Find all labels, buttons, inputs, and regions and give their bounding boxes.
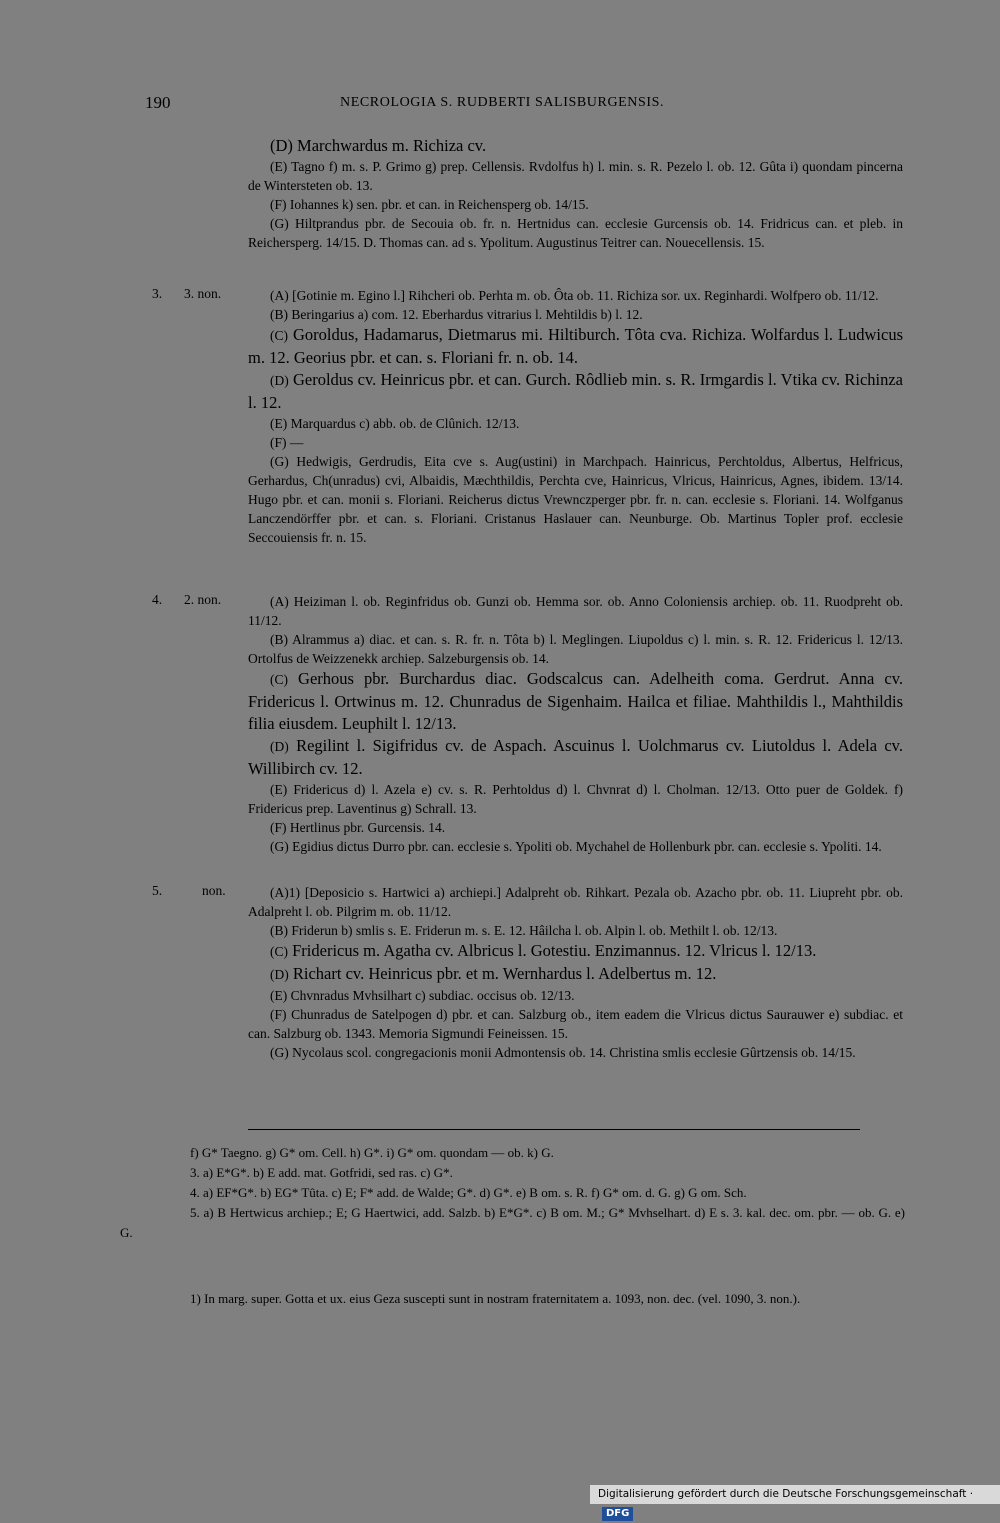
- day-number: 4.: [152, 592, 163, 607]
- apparatus-footnotes: [120, 1143, 905, 1243]
- dfg-logo: DFG: [602, 1507, 633, 1521]
- entry-4-C: (C) Gerhous pbr. Burchardus diac. Godscalcus can. Adelheith coma. Gerdrut. Anna cv. Fridericus l. Ortwinus m. 12. Chunradus de Sigenhaim. Hailca et filiae. Mahthildis l., Mahthildis filia eiusdem. Leuphilt l. 12/13.: [248, 669, 904, 733]
- day-nones: non.: [202, 883, 226, 898]
- entry-4-F: (F) Hertlinus pbr. Gurcensis. 14.: [270, 820, 446, 835]
- running-title: NECROLOGIA S. RUDBERTI SALISBURGENSIS.: [340, 95, 665, 110]
- entry-3-C: (C) Goroldus, Hadamarus, Dietmarus mi. Hiltiburch. Tôta cva. Richiza. Wolfardus l. Ludwicus m. 12. Georius pbr. et can. s. Floriani fr. n. ob. 14.: [248, 325, 904, 367]
- entry-3-B: (B) Beringarius a) com. 12. Eberhardus vitrarius l. Mehtildis b) l. 12.: [270, 307, 643, 322]
- footnote-divider: [248, 1129, 860, 1130]
- entry-3-G: (G) Hedwigis, Gerdrudis, Eita cve s. Aug(ustini) in Marchpach. Hainricus, Perchtoldus, Albertus, Helfricus, Gerhardus, Ch(unradus) cvi, Albaidis, Mæchthildis, Perchta cve, Hainricus, Vlricus, Hainricus, Agnes, ibidem. 13/14. Hugo pbr. et can. monii s. Floriani. Reicherus dictus Vrewnczperger pbr. fr. n. can. ecclesie s. Floriani. 14. Wolfganus Lanczendörffer pbr. et can. s. Floriani. Cristanus Haslauer can. Neunburge. Ob. Martinus Topler prof. ecclesie Seccouiensis fr. n. 15.: [248, 454, 903, 545]
- page-header: [145, 93, 905, 117]
- footer-text: Digitalisierung gefördert durch die Deutsche Forschungsgemeinschaft ·: [598, 1488, 974, 1500]
- footnote-line: 5. a) B Hertwicus archiep.; E; G Haertwici, add. Salzb. b) E*G*. c) B om. M.; G* Mvhselhart. d) E s. 3. kal. dec. om. pbr. — ob. G. e) G.: [120, 1205, 905, 1240]
- entry-4-G: (G) Egidius dictus Durro pbr. can. ecclesie s. Ypoliti ob. Mychahel de Hollenburk pbr. can. ecclesie s. Ypoliti. 14.: [270, 839, 882, 854]
- entry-2-E: (E) Tagno f) m. s. P. Grimo g) prep. Cellensis. Rvdolfus h) l. min. s. R. Pezelo l. ob. 12. Gûta i) quondam pincerna de Wintersteten ob. 13.: [248, 159, 903, 193]
- entry-3-A: (A) [Gotinie m. Egino l.] Rihcheri ob. Perhta m. ob. Ôta ob. 11. Richiza sor. ux. Reginhardi. Wolfpero ob. 11/12.: [270, 288, 879, 303]
- entry-2-G: (G) Hiltprandus pbr. de Secouia ob. fr. n. Hertnidus can. ecclesie Gurcensis ob. 14. Fridricus can. et pleb. in Reichersperg. 14/15. D. Thomas can. ad s. Ypolitum. Augustinus Teitrer can. Nouecellensis. 15.: [248, 216, 903, 250]
- digitization-footer: [590, 1485, 1000, 1519]
- entry-2-D: (D) Marchwardus m. Richiza cv.: [270, 136, 487, 155]
- day-nones: 3. non.: [184, 286, 222, 301]
- entry-2-F: (F) Iohannes k) sen. pbr. et can. in Reichensperg ob. 14/15.: [270, 197, 589, 212]
- entry-5-F: (F) Chunradus de Satelpogen d) pbr. et can. Salzburg ob., item eadem die Vlricus dictus Saurauwer e) subdiac. et can. Salzburg ob. 1343. Memoria Sigmundi Feineissen. 15.: [248, 1007, 903, 1041]
- day-5-entries: [248, 883, 903, 1062]
- entry-4-B: (B) Alrammus a) diac. et can. s. R. fr. n. Tôta b) l. Meglingen. Liupoldus c) l. min. s. R. 12. Fridericus l. 12/13. Ortolfus de Weizzenekk archiep. Salzeburgensis ob. 14.: [248, 632, 903, 666]
- day-2-continuation: [248, 135, 903, 252]
- footnote-line: 4. a) EF*G*. b) EG* Tûta. c) E; F* add. de Walde; G*. d) G*. e) B om. s. R. f) G* om. d. G. g) G om. Sch.: [190, 1185, 747, 1200]
- marginal-footnote: [120, 1289, 905, 1309]
- entry-4-E: (E) Fridericus d) l. Azela e) cv. s. R. Perhtoldus d) l. Chvnrat d) l. Cholman. 12/13. Otto puer de Goldek. f) Fridericus prep. Laventinus g) Schrall. 13.: [248, 782, 904, 816]
- entry-5-G: (G) Nycolaus scol. congregacionis monii Admontensis ob. 14. Christina smlis ecclesie Gûrtzensis ob. 14/15.: [270, 1045, 856, 1060]
- entry-5-D: (D) Richart cv. Heinricus pbr. et m. Wernhardus l. Adelbertus m. 12.: [270, 964, 717, 983]
- day-number: 3.: [152, 286, 163, 301]
- footnote-line: 1) In marg. super. Gotta et ux. eius Geza suscepti sunt in nostram fraternitatem a. 1093, non. dec. (vel. 1090, 3. non.).: [190, 1291, 801, 1306]
- entry-4-A: (A) Heiziman l. ob. Reginfridus ob. Gunzi ob. Hemma sor. ob. Anno Coloniensis archiep. ob. 11. Ruodpreht ob. 11/12.: [248, 594, 904, 628]
- entry-3-D: (D) Geroldus cv. Heinricus pbr. et can. Gurch. Rôdlieb min. s. R. Irmgardis l. Vtika cv. Richinza l. 12.: [248, 370, 904, 412]
- day-3-entries: [248, 286, 903, 547]
- entry-4-D: (D) Regilint l. Sigifridus cv. de Aspach. Ascuinus l. Uolchmarus cv. Liutoldus l. Adela cv. Willibirch cv. 12.: [248, 736, 903, 778]
- footnote-line: f) G* Taegno. g) G* om. Cell. h) G*. i) G* om. quondam — ob. k) G.: [190, 1145, 554, 1160]
- entry-5-C: (C) Fridericus m. Agatha cv. Albricus l. Gotestiu. Enzimannus. 12. Vlricus l. 12/13.: [270, 941, 817, 960]
- entry-3-F: (F) —: [270, 435, 304, 450]
- footnote-line: 3. a) E*G*. b) E add. mat. Gotfridi, sed ras. c) G*.: [190, 1165, 453, 1180]
- day-nones: 2. non.: [184, 592, 222, 607]
- entry-5-B: (B) Friderun b) smlis s. E. Friderun m. s. E. 12. Hâilcha l. ob. Alpin l. ob. Methilt l. ob. 12/13.: [270, 923, 778, 938]
- entry-3-E: (E) Marquardus c) abb. ob. de Clûnich. 12/13.: [270, 416, 520, 431]
- day-4-entries: [248, 592, 903, 856]
- page-number: 190: [145, 93, 171, 112]
- entry-5-E: (E) Chvnradus Mvhsilhart c) subdiac. occisus ob. 12/13.: [270, 988, 575, 1003]
- entry-5-A: (A)1) [Deposicio s. Hartwici a) archiepi.] Adalpreht ob. Rihkart. Pezala ob. Azacho pbr. ob. 11. Liupreht pbr. ob. Adalpreht l. ob. Pilgrim m. ob. 11/12.: [248, 885, 903, 919]
- day-number: 5.: [152, 883, 163, 898]
